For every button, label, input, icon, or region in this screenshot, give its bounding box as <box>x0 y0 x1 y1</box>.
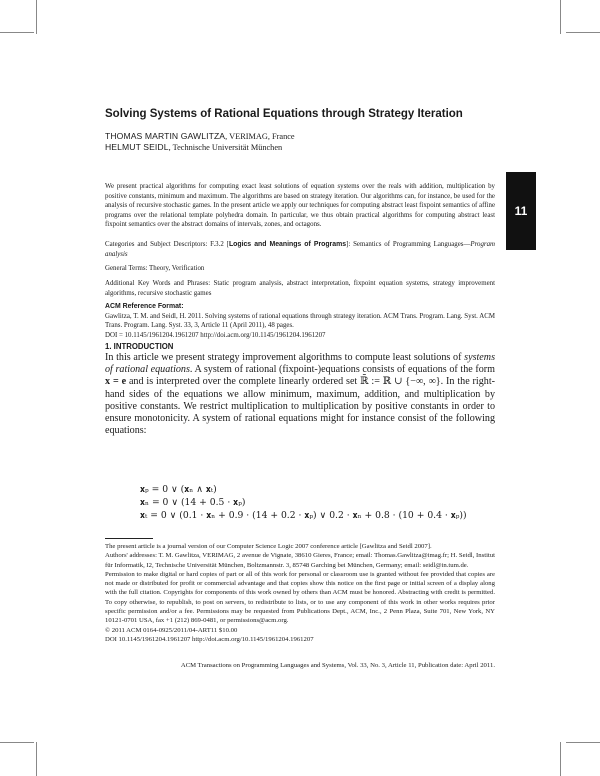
intro-text: In this article we present strategy improvement algorithms to compute least solutions of <box>105 352 465 363</box>
footnote-divider <box>105 538 153 539</box>
footnote: The present article is a journal version of our Computer Science Logic 2007 conference article [Gawlitza and Seidl 2007]. <box>105 543 432 550</box>
equation-line: 𝐱ₜ = 0 ∨ (0.1 · 𝐱ₙ + 0.9 · (14 + 0.2 · 𝐱ₚ) ∨ 0.2 · 𝐱ₙ + 0.8 · (10 + 0.4 · 𝐱ₚ)) <box>140 510 467 521</box>
categories-bold: Logics and Meanings of Programs <box>228 241 347 248</box>
crop-mark <box>566 742 600 743</box>
intro-text: and is interpreted over the complete linearly ordered set <box>126 376 361 388</box>
author-affiliation: , Technische Universität München <box>168 143 283 152</box>
section-heading: 1. INTRODUCTION <box>105 342 174 351</box>
intro-text: . A system of rational (fixpoint-)equations consists of equations of the form <box>189 364 495 376</box>
crop-mark <box>0 32 34 33</box>
general-terms: General Terms: Theory, Verification <box>105 265 205 272</box>
intro-math: x = e <box>105 376 127 388</box>
article-number-tab: 11 <box>506 172 536 250</box>
crop-mark <box>36 0 37 34</box>
crop-mark <box>36 742 37 776</box>
intro-emphasis: systems of rational equations <box>105 352 495 376</box>
equation-line: 𝐱ₙ = 0 ∨ (14 + 0.5 · 𝐱ₚ) <box>140 497 246 508</box>
categories-italic: Program analysis <box>105 241 495 258</box>
author-line <box>105 142 282 152</box>
reference-text: Gawlitza, T. M. and Seidl, H. 2011. Solving systems of rational equations through strategy iteration. ACM Trans. Program. Lang. Syst. ACM Trans. Program. Lang. Syst. 33, 3, Article 11 (April 2011), 48 pages. <box>105 312 495 329</box>
footnote: Permission to make digital or hard copies of part or all of this work for personal or classroom use is granted without fee provided that copies are not made or distributed for profit or commercial advantage and that copies show this notice on the first page or initial screen of a display along with the full citation. Copyrights for components of this work owned by others than ACM must be honored. Abstracting with credit is permitted. To copy otherwise, to republish, to post on servers, to redistribute to lists, or to use any component of this work in other works requires prior specific permission and/or a fee. Permissions may be requested from Publications Dept., ACM, Inc., 2 Penn Plaza, Suite 701, New York, NY 10121-0701 USA, fax +1 (212) 869-0481, or permissions@acm.org. <box>105 570 495 625</box>
footnotes <box>105 542 495 644</box>
equation-line: 𝐱ₚ = 0 ∨ (𝐱ₙ ∧ 𝐱ₜ) <box>140 484 217 495</box>
reference-format <box>105 302 495 340</box>
categories <box>105 240 495 259</box>
categories-prefix: Categories and Subject Descriptors: F.3.2 [ <box>105 241 229 248</box>
reference-heading: ACM Reference Format: <box>105 303 184 310</box>
author-line <box>105 131 295 141</box>
footnote: © 2011 ACM 0164-0925/2011/04-ART11 $10.00 <box>105 626 238 634</box>
keywords: Additional Key Words and Phrases: Static program analysis, abstract interpretation, fixpoint equation systems, strategy improvement algorithms, recursive stochastic games <box>105 280 495 297</box>
footnote: DOI 10.1145/1961204.1961207 http://doi.acm.org/10.1145/1961204.1961207 <box>105 635 314 643</box>
intro-math: ℝ̄ := ℝ ∪ {−∞, ∞} <box>360 376 441 388</box>
footnote: Authors' addresses: T. M. Gawlitza, VERIMAG, 2 avenue de Vignate, 38610 Gieres, France; email: Thomas.Gawlitza@imag.fr; H. Seidl, Institut für Informatik, I2, Technische Universität München, Boltzmannstr. 3, 85748 Garching bei München, Germany; email: seidl@in.tum.de. <box>105 552 495 569</box>
running-footer: ACM Transactions on Programming Languages and Systems, Vol. 33, No. 3, Article 11, Publication date: April 2011. <box>180 662 495 669</box>
intro-text: . In the right-hand sides of the equations we allow minimum, maximum, addition, and multiplication by positive constants. We restrict multiplication to multiplication by positive constants in order to ensure monotonicity. A system of rational equations might for instance consist of the following equations: <box>105 376 495 437</box>
author-name: THOMAS MARTIN GAWLITZA <box>105 131 226 141</box>
author-name: HELMUT SEIDL <box>105 142 169 152</box>
crop-mark <box>566 32 600 33</box>
paper-title: Solving Systems of Rational Equations through Strategy Iteration <box>105 108 463 120</box>
crop-mark <box>560 0 561 34</box>
author-affiliation: , VERIMAG, France <box>225 132 295 141</box>
categories-rest: ]: Semantics of Programming Languages— <box>346 241 471 248</box>
crop-mark <box>0 742 34 743</box>
reference-doi: DOI = 10.1145/1961204.1961207 http://doi.acm.org/10.1145/1961204.1961207 <box>105 331 326 339</box>
intro-paragraph <box>105 352 495 437</box>
abstract: We present practical algorithms for computing exact least solutions of equation systems over the reals with addition, multiplication by positive constants, minimum and maximum. The algorithms are based on strategy iteration. Our algorithms can, for instance, be used for the analysis of recursive stochastic games. In the present article we apply our techniques for computing abstract least fixpoint semantics of affine programs over the relational template polyhedra domain. In particular, we thus obtain practical algorithms for computing abstract least fixpoint semantics over the abstract domains of intervals, zones, and octagons. <box>105 183 495 228</box>
crop-mark <box>560 742 561 776</box>
